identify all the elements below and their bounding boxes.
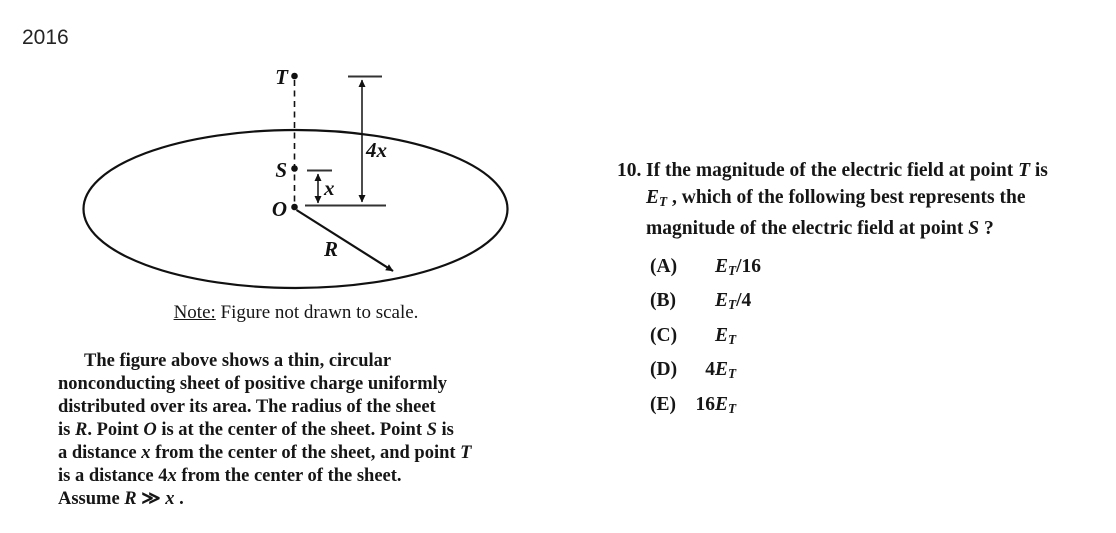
- radius-arrow: [297, 210, 394, 271]
- option-a-label: (A): [650, 255, 678, 277]
- point-S-label: S: [275, 158, 287, 182]
- description-line: distributed over its area. The radius of the sheet: [58, 397, 436, 417]
- description-line: is a distance 4x from the center of the sheet.: [58, 466, 402, 486]
- option-d-label: (D): [650, 359, 678, 381]
- description-line: nonconducting sheet of positive charge uniformly: [58, 374, 448, 394]
- option-d-coefficient: 4: [705, 359, 715, 381]
- option-c: [650, 324, 1116, 359]
- point-O-dot: [291, 204, 298, 211]
- option-d: [650, 358, 1116, 393]
- option-b-expression: $E_T/4$: [715, 290, 752, 313]
- option-c-expression: $E_T$: [715, 324, 737, 347]
- question-text-line: $E_T$ , which of the following best represents the: [646, 187, 1026, 209]
- description-line: is R. Point O is at the center of the sheet. Point S is: [58, 420, 454, 440]
- year-label: 2016: [22, 26, 69, 49]
- option-e-coefficient: 16: [695, 393, 715, 415]
- option-e: [650, 393, 1116, 428]
- fourx-dimension-label: 4x: [366, 138, 387, 162]
- point-T-label: T: [275, 65, 288, 89]
- figure-note: Note: Figure not drawn to scale.: [173, 302, 419, 323]
- option-d-expression: $E_T$: [715, 359, 737, 382]
- figure-diagram: [60, 55, 530, 300]
- question-text-line: If the magnitude of the electric field at point T is: [646, 160, 1048, 181]
- question-text: [646, 157, 1116, 242]
- problem-description: [58, 350, 548, 511]
- description-line: The figure above shows a thin, circular: [84, 351, 392, 371]
- question-10: [617, 157, 1116, 427]
- option-a-expression: $E_T/16$: [715, 255, 762, 278]
- point-O-label: O: [271, 197, 287, 221]
- description-line: Assume R ≫ x .: [58, 489, 184, 509]
- x-dimension-label: x: [324, 176, 335, 200]
- description-line: a distance x from the center of the sheet, and point T: [58, 443, 472, 463]
- option-e-expression: $E_T$: [715, 393, 737, 416]
- option-e-label: (E): [650, 393, 676, 415]
- point-T-dot: [291, 73, 298, 80]
- radius-label: R: [324, 237, 339, 261]
- option-a: [650, 255, 1116, 290]
- question-text-line: magnitude of the electric field at point S ?: [646, 217, 994, 239]
- option-b-label: (B): [650, 290, 676, 312]
- option-b: [650, 289, 1116, 324]
- answer-options: [617, 255, 1116, 428]
- option-c-label: (C): [650, 324, 678, 346]
- point-S-dot: [291, 165, 298, 172]
- question-number: 10.: [617, 160, 642, 181]
